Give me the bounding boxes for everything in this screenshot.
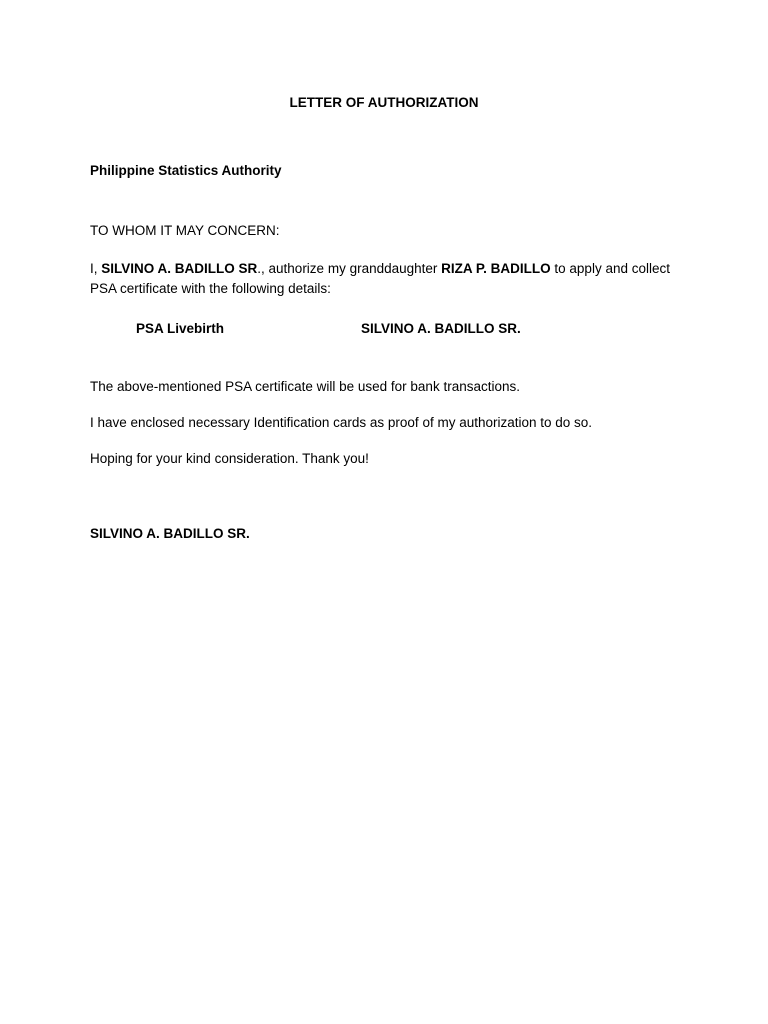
closing-statement: Hoping for your kind consideration. Thank you!: [90, 451, 369, 466]
letter-title: LETTER OF AUTHORIZATION: [289, 95, 479, 110]
representative-name: RIZA P. BADILLO: [441, 261, 551, 276]
authorization-sentence: [90, 259, 670, 279]
purpose-statement: The above-mentioned PSA certificate will be used for bank transactions.: [90, 379, 520, 394]
body-suffix: to apply and collect: [550, 261, 670, 276]
detail-document-type: PSA Livebirth: [136, 321, 225, 336]
detail-document-name: SILVINO A. BADILLO SR.: [361, 321, 521, 336]
body-middle: ., authorize my granddaughter: [257, 261, 442, 276]
addressee: Philippine Statistics Authority: [90, 163, 282, 178]
signature-name: SILVINO A. BADILLO SR.: [90, 526, 250, 541]
enclosure-statement: I have enclosed necessary Identification cards as proof of my authorization to do so.: [90, 415, 593, 430]
principal-name: SILVINO A. BADILLO SR: [101, 261, 258, 276]
salutation: TO WHOM IT MAY CONCERN:: [90, 223, 280, 238]
authorization-sentence-continued: PSA certificate with the following details:: [90, 281, 331, 296]
body-prefix: I,: [90, 261, 102, 276]
